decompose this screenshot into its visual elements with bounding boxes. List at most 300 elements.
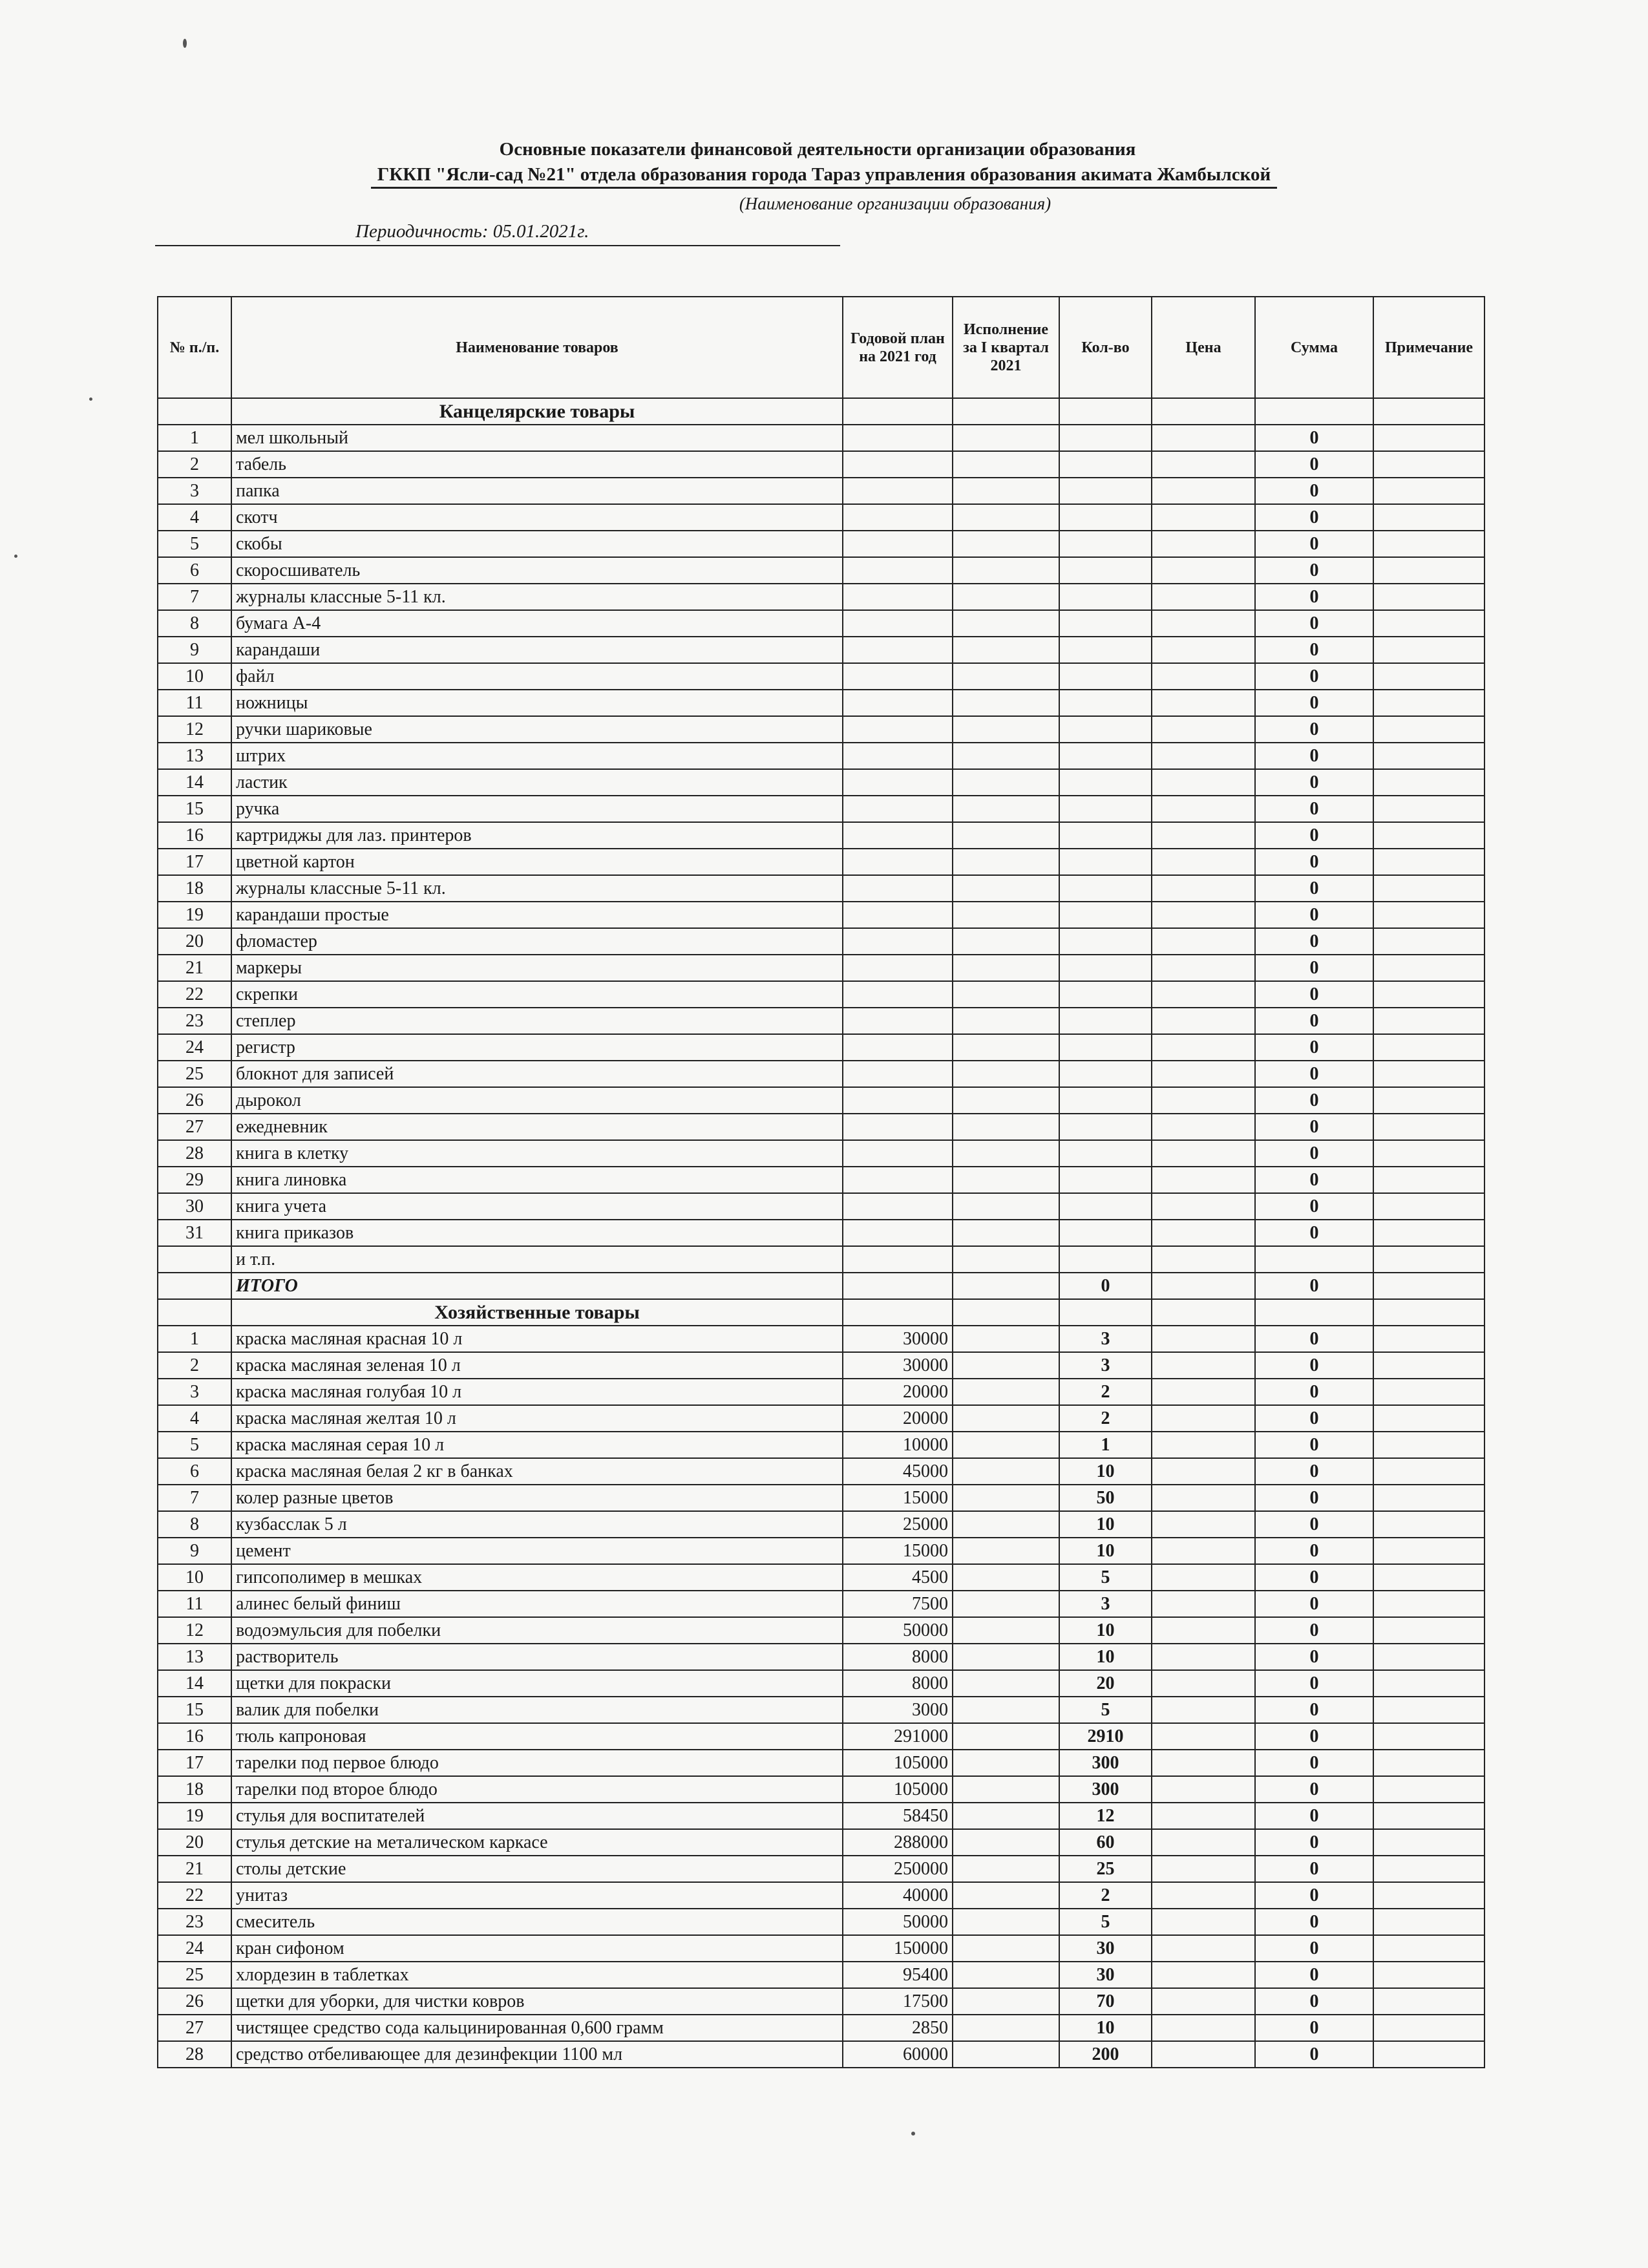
- exec-cell: [953, 1087, 1059, 1114]
- price-cell: [1152, 1776, 1255, 1803]
- price-cell: [1152, 1750, 1255, 1776]
- qty-cell: 2: [1059, 1882, 1152, 1909]
- qty-cell: [1059, 849, 1152, 875]
- plan-cell: 17500: [843, 1988, 953, 2015]
- price-cell: [1152, 1935, 1255, 1962]
- price-cell: [1152, 690, 1255, 716]
- item-name: унитаз: [231, 1882, 843, 1909]
- exec-cell: [953, 1670, 1059, 1697]
- table-row: [158, 1644, 1484, 1670]
- table-row: [158, 1326, 1484, 1352]
- item-name: ручка: [231, 796, 843, 822]
- qty-cell: 3: [1059, 1352, 1152, 1379]
- item-name: дырокол: [231, 1087, 843, 1114]
- row-number: 20: [158, 928, 231, 955]
- note-cell: [1373, 981, 1484, 1008]
- plan-cell: [843, 743, 953, 769]
- table-row: [158, 1564, 1484, 1591]
- sum-cell: 0: [1255, 1803, 1373, 1829]
- note-cell: [1373, 1935, 1484, 1962]
- note-cell: [1373, 1352, 1484, 1379]
- price-cell: [1152, 1140, 1255, 1167]
- note-cell: [1373, 1591, 1484, 1617]
- etc-row: [158, 1246, 1484, 1273]
- note-cell: [1373, 1511, 1484, 1538]
- price-cell: [1152, 1882, 1255, 1909]
- qty-cell: 10: [1059, 2015, 1152, 2041]
- table-row: [158, 955, 1484, 981]
- item-name: бумага А-4: [231, 610, 843, 637]
- table-row: [158, 743, 1484, 769]
- price-cell: [1152, 1167, 1255, 1193]
- note-cell: [1373, 1564, 1484, 1591]
- qty-cell: 2: [1059, 1379, 1152, 1405]
- row-number: 9: [158, 637, 231, 663]
- total-sum: 0: [1255, 1273, 1373, 1299]
- note-cell: [1373, 1167, 1484, 1193]
- exec-cell: [953, 1326, 1059, 1352]
- plan-cell: 30000: [843, 1326, 953, 1352]
- sum-cell: 0: [1255, 478, 1373, 504]
- item-name: чистящее средство сода кальцинированная 0,600 грамм: [231, 2015, 843, 2041]
- row-number: 5: [158, 1432, 231, 1458]
- qty-cell: [1059, 451, 1152, 478]
- row-number: 22: [158, 981, 231, 1008]
- table-row: [158, 1670, 1484, 1697]
- etc-label: и т.п.: [231, 1246, 843, 1273]
- item-name: краска масляная зеленая 10 л: [231, 1352, 843, 1379]
- plan-cell: [843, 849, 953, 875]
- plan-cell: [843, 690, 953, 716]
- qty-cell: 10: [1059, 1458, 1152, 1485]
- item-name: книга в клетку: [231, 1140, 843, 1167]
- periodicity: Периодичность: 05.01.2021г.: [155, 221, 840, 246]
- row-number: 8: [158, 610, 231, 637]
- qty-cell: 300: [1059, 1776, 1152, 1803]
- note-cell: [1373, 1193, 1484, 1220]
- sum-cell: 0: [1255, 1882, 1373, 1909]
- row-number: 23: [158, 1909, 231, 1935]
- price-cell: [1152, 849, 1255, 875]
- row-number: 17: [158, 1750, 231, 1776]
- row-number: 13: [158, 1644, 231, 1670]
- table-row: [158, 1697, 1484, 1723]
- plan-cell: [843, 1087, 953, 1114]
- price-cell: [1152, 1034, 1255, 1061]
- price-cell: [1152, 1458, 1255, 1485]
- sum-cell: 0: [1255, 1352, 1373, 1379]
- table-row: [158, 849, 1484, 875]
- exec-cell: [953, 955, 1059, 981]
- exec-cell: [953, 1034, 1059, 1061]
- plan-cell: 50000: [843, 1909, 953, 1935]
- price-cell: [1152, 531, 1255, 557]
- row-number: 14: [158, 1670, 231, 1697]
- note-cell: [1373, 690, 1484, 716]
- exec-cell: [953, 504, 1059, 531]
- item-name: файл: [231, 663, 843, 690]
- section-row: [158, 398, 1484, 425]
- item-name: колер разные цветов: [231, 1485, 843, 1511]
- row-number: 3: [158, 1379, 231, 1405]
- table-row: [158, 981, 1484, 1008]
- qty-cell: 50: [1059, 1485, 1152, 1511]
- item-name: кран сифоном: [231, 1935, 843, 1962]
- table-row: [158, 531, 1484, 557]
- note-cell: [1373, 1114, 1484, 1140]
- col-num-header: № п./п.: [158, 297, 231, 398]
- table-row: [158, 1829, 1484, 1856]
- organization-name-text: ГККП "Ясли-сад №21" отдела образования города Тараз управления образования акимата Жамбылской: [371, 164, 1277, 189]
- qty-cell: 3: [1059, 1591, 1152, 1617]
- price-cell: [1152, 1803, 1255, 1829]
- qty-cell: [1059, 743, 1152, 769]
- qty-cell: [1059, 1114, 1152, 1140]
- sum-cell: 0: [1255, 1485, 1373, 1511]
- sum-cell: 0: [1255, 2041, 1373, 2068]
- sum-cell: 0: [1255, 1617, 1373, 1644]
- sum-cell: 0: [1255, 425, 1373, 451]
- cell-empty: [1152, 1246, 1255, 1273]
- table-row: [158, 425, 1484, 451]
- exec-cell: [953, 663, 1059, 690]
- qty-cell: 10: [1059, 1511, 1152, 1538]
- row-number: 11: [158, 690, 231, 716]
- sum-cell: 0: [1255, 796, 1373, 822]
- item-name: средство отбеливающее для дезинфекции 1100 мл: [231, 2041, 843, 2068]
- item-name: штрих: [231, 743, 843, 769]
- qty-cell: [1059, 955, 1152, 981]
- price-cell: [1152, 1087, 1255, 1114]
- table-body: [158, 398, 1484, 2068]
- table-row: [158, 1034, 1484, 1061]
- price-cell: [1152, 1511, 1255, 1538]
- section-title: Хозяйственные товары: [231, 1299, 843, 1326]
- note-cell: [1373, 610, 1484, 637]
- table-row: [158, 928, 1484, 955]
- exec-cell: [953, 451, 1059, 478]
- cell-empty: [953, 1246, 1059, 1273]
- table-row: [158, 584, 1484, 610]
- exec-cell: [953, 1829, 1059, 1856]
- row-number: 27: [158, 1114, 231, 1140]
- exec-cell: [953, 1538, 1059, 1564]
- item-name: карандаши простые: [231, 902, 843, 928]
- plan-cell: 60000: [843, 2041, 953, 2068]
- sum-cell: 0: [1255, 716, 1373, 743]
- table-row: [158, 1008, 1484, 1034]
- price-cell: [1152, 1326, 1255, 1352]
- table-row: [158, 1882, 1484, 1909]
- col-sum-header: Сумма: [1255, 297, 1373, 398]
- exec-cell: [953, 1617, 1059, 1644]
- table-row: [158, 690, 1484, 716]
- row-number: 16: [158, 1723, 231, 1750]
- sum-cell: 0: [1255, 1935, 1373, 1962]
- price-cell: [1152, 2015, 1255, 2041]
- plan-cell: [843, 425, 953, 451]
- note-cell: [1373, 1750, 1484, 1776]
- sum-cell: 0: [1255, 1220, 1373, 1246]
- item-name: тюль капроновая: [231, 1723, 843, 1750]
- exec-cell: [953, 584, 1059, 610]
- price-cell: [1152, 637, 1255, 663]
- qty-cell: [1059, 875, 1152, 902]
- section-title: Канцелярские товары: [231, 398, 843, 425]
- qty-cell: 10: [1059, 1644, 1152, 1670]
- plan-cell: [843, 478, 953, 504]
- row-number: 31: [158, 1220, 231, 1246]
- exec-cell: [953, 1723, 1059, 1750]
- cell-empty: [1255, 1299, 1373, 1326]
- note-cell: [1373, 769, 1484, 796]
- sum-cell: 0: [1255, 1538, 1373, 1564]
- row-number: 24: [158, 1034, 231, 1061]
- cell-empty: [1373, 1273, 1484, 1299]
- note-cell: [1373, 902, 1484, 928]
- price-cell: [1152, 1405, 1255, 1432]
- exec-cell: [953, 478, 1059, 504]
- exec-cell: [953, 1379, 1059, 1405]
- qty-cell: 2: [1059, 1405, 1152, 1432]
- exec-cell: [953, 769, 1059, 796]
- sum-cell: 0: [1255, 1405, 1373, 1432]
- row-number: 25: [158, 1962, 231, 1988]
- qty-cell: 300: [1059, 1750, 1152, 1776]
- sum-cell: 0: [1255, 769, 1373, 796]
- note-cell: [1373, 822, 1484, 849]
- table-row: [158, 1061, 1484, 1087]
- exec-cell: [953, 610, 1059, 637]
- table-row: [158, 1511, 1484, 1538]
- row-number: 2: [158, 451, 231, 478]
- price-cell: [1152, 478, 1255, 504]
- qty-cell: 70: [1059, 1988, 1152, 2015]
- sum-cell: 0: [1255, 1008, 1373, 1034]
- sum-cell: 0: [1255, 610, 1373, 637]
- qty-cell: 60: [1059, 1829, 1152, 1856]
- cell-empty: [843, 1273, 953, 1299]
- note-cell: [1373, 1962, 1484, 1988]
- table-row: [158, 637, 1484, 663]
- price-cell: [1152, 1697, 1255, 1723]
- sum-cell: 0: [1255, 1644, 1373, 1670]
- exec-cell: [953, 1644, 1059, 1670]
- row-number: 25: [158, 1061, 231, 1087]
- exec-cell: [953, 849, 1059, 875]
- sum-cell: 0: [1255, 1564, 1373, 1591]
- row-number: 21: [158, 1856, 231, 1882]
- price-cell: [1152, 928, 1255, 955]
- exec-cell: [953, 1352, 1059, 1379]
- exec-cell: [953, 1803, 1059, 1829]
- col-plan-header: Годовой план на 2021 год: [843, 297, 953, 398]
- qty-cell: [1059, 504, 1152, 531]
- total-label: ИТОГО: [231, 1273, 843, 1299]
- price-cell: [1152, 1617, 1255, 1644]
- scan-speck: [911, 2132, 915, 2136]
- total-row: [158, 1273, 1484, 1299]
- qty-cell: 25: [1059, 1856, 1152, 1882]
- plan-cell: 291000: [843, 1723, 953, 1750]
- qty-cell: [1059, 531, 1152, 557]
- cell-empty: [158, 398, 231, 425]
- table-row: [158, 451, 1484, 478]
- note-cell: [1373, 1988, 1484, 2015]
- cell-empty: [953, 1273, 1059, 1299]
- cell-empty: [1059, 398, 1152, 425]
- cell-empty: [1152, 1273, 1255, 1299]
- plan-cell: [843, 504, 953, 531]
- note-cell: [1373, 1644, 1484, 1670]
- table-row: [158, 1591, 1484, 1617]
- table-row: [158, 478, 1484, 504]
- table-row: [158, 1909, 1484, 1935]
- plan-cell: [843, 1008, 953, 1034]
- exec-cell: [953, 822, 1059, 849]
- item-name: скобы: [231, 531, 843, 557]
- item-name: алинес белый финиш: [231, 1591, 843, 1617]
- row-number: 12: [158, 716, 231, 743]
- exec-cell: [953, 690, 1059, 716]
- plan-cell: 15000: [843, 1538, 953, 1564]
- col-note-header: Примечание: [1373, 297, 1484, 398]
- exec-cell: [953, 1167, 1059, 1193]
- cell-empty: [158, 1299, 231, 1326]
- exec-cell: [953, 716, 1059, 743]
- item-name: хлордезин в таблетках: [231, 1962, 843, 1988]
- qty-cell: [1059, 1008, 1152, 1034]
- exec-cell: [953, 557, 1059, 584]
- row-number: 28: [158, 2041, 231, 2068]
- scan-speck: [183, 39, 187, 48]
- exec-cell: [953, 1485, 1059, 1511]
- table-row: [158, 2041, 1484, 2068]
- item-name: степлер: [231, 1008, 843, 1034]
- organization-caption: (Наименование организации образования): [739, 194, 1051, 213]
- row-number: 7: [158, 584, 231, 610]
- exec-cell: [953, 1882, 1059, 1909]
- plan-cell: 40000: [843, 1882, 953, 1909]
- exec-cell: [953, 1909, 1059, 1935]
- qty-cell: [1059, 584, 1152, 610]
- sum-cell: 0: [1255, 1962, 1373, 1988]
- plan-cell: 45000: [843, 1458, 953, 1485]
- note-cell: [1373, 2015, 1484, 2041]
- exec-cell: [953, 1432, 1059, 1458]
- plan-cell: [843, 531, 953, 557]
- item-name: щетки для покраски: [231, 1670, 843, 1697]
- item-name: щетки для уборки, для чистки ковров: [231, 1988, 843, 2015]
- row-number: 18: [158, 1776, 231, 1803]
- qty-cell: 30: [1059, 1935, 1152, 1962]
- note-cell: [1373, 716, 1484, 743]
- qty-cell: [1059, 902, 1152, 928]
- table-row: [158, 1776, 1484, 1803]
- sum-cell: 0: [1255, 557, 1373, 584]
- exec-cell: [953, 2015, 1059, 2041]
- plan-cell: 4500: [843, 1564, 953, 1591]
- cell-empty: [953, 1299, 1059, 1326]
- plan-cell: [843, 796, 953, 822]
- exec-cell: [953, 1856, 1059, 1882]
- item-name: картриджы для лаз. принтеров: [231, 822, 843, 849]
- plan-cell: 10000: [843, 1432, 953, 1458]
- sum-cell: 0: [1255, 1326, 1373, 1352]
- item-name: столы детские: [231, 1856, 843, 1882]
- plan-cell: 105000: [843, 1776, 953, 1803]
- table-row: [158, 504, 1484, 531]
- table-row: [158, 1538, 1484, 1564]
- note-cell: [1373, 796, 1484, 822]
- sum-cell: 0: [1255, 1829, 1373, 1856]
- note-cell: [1373, 1458, 1484, 1485]
- note-cell: [1373, 1882, 1484, 1909]
- exec-cell: [953, 902, 1059, 928]
- table-row: [158, 2015, 1484, 2041]
- price-cell: [1152, 504, 1255, 531]
- exec-cell: [953, 1776, 1059, 1803]
- note-cell: [1373, 1803, 1484, 1829]
- price-cell: [1152, 875, 1255, 902]
- table-row: [158, 1723, 1484, 1750]
- table-row: [158, 1352, 1484, 1379]
- item-name: цемент: [231, 1538, 843, 1564]
- sum-cell: 0: [1255, 743, 1373, 769]
- plan-cell: [843, 822, 953, 849]
- table-row: [158, 796, 1484, 822]
- item-name: маркеры: [231, 955, 843, 981]
- cell-empty: [158, 1273, 231, 1299]
- note-cell: [1373, 425, 1484, 451]
- sum-cell: 0: [1255, 1167, 1373, 1193]
- price-cell: [1152, 557, 1255, 584]
- table-row: [158, 1432, 1484, 1458]
- row-number: 16: [158, 822, 231, 849]
- organization-name: [0, 164, 1648, 189]
- note-cell: [1373, 1697, 1484, 1723]
- sum-cell: 0: [1255, 822, 1373, 849]
- plan-cell: 58450: [843, 1803, 953, 1829]
- sum-cell: 0: [1255, 451, 1373, 478]
- item-name: ластик: [231, 769, 843, 796]
- qty-cell: [1059, 981, 1152, 1008]
- table-row: [158, 716, 1484, 743]
- exec-cell: [953, 1591, 1059, 1617]
- row-number: 4: [158, 504, 231, 531]
- item-name: смеситель: [231, 1909, 843, 1935]
- row-number: 26: [158, 1988, 231, 2015]
- sum-cell: 0: [1255, 1087, 1373, 1114]
- cell-empty: [953, 398, 1059, 425]
- exec-cell: [953, 1140, 1059, 1167]
- price-cell: [1152, 1061, 1255, 1087]
- qty-cell: 12: [1059, 1803, 1152, 1829]
- note-cell: [1373, 531, 1484, 557]
- price-cell: [1152, 1670, 1255, 1697]
- exec-cell: [953, 743, 1059, 769]
- item-name: книга линовка: [231, 1167, 843, 1193]
- item-name: книга приказов: [231, 1220, 843, 1246]
- note-cell: [1373, 955, 1484, 981]
- table-row: [158, 663, 1484, 690]
- exec-cell: [953, 1114, 1059, 1140]
- row-number: 8: [158, 1511, 231, 1538]
- row-number: 10: [158, 1564, 231, 1591]
- table-row: [158, 1856, 1484, 1882]
- table-row: [158, 1962, 1484, 1988]
- qty-cell: 20: [1059, 1670, 1152, 1697]
